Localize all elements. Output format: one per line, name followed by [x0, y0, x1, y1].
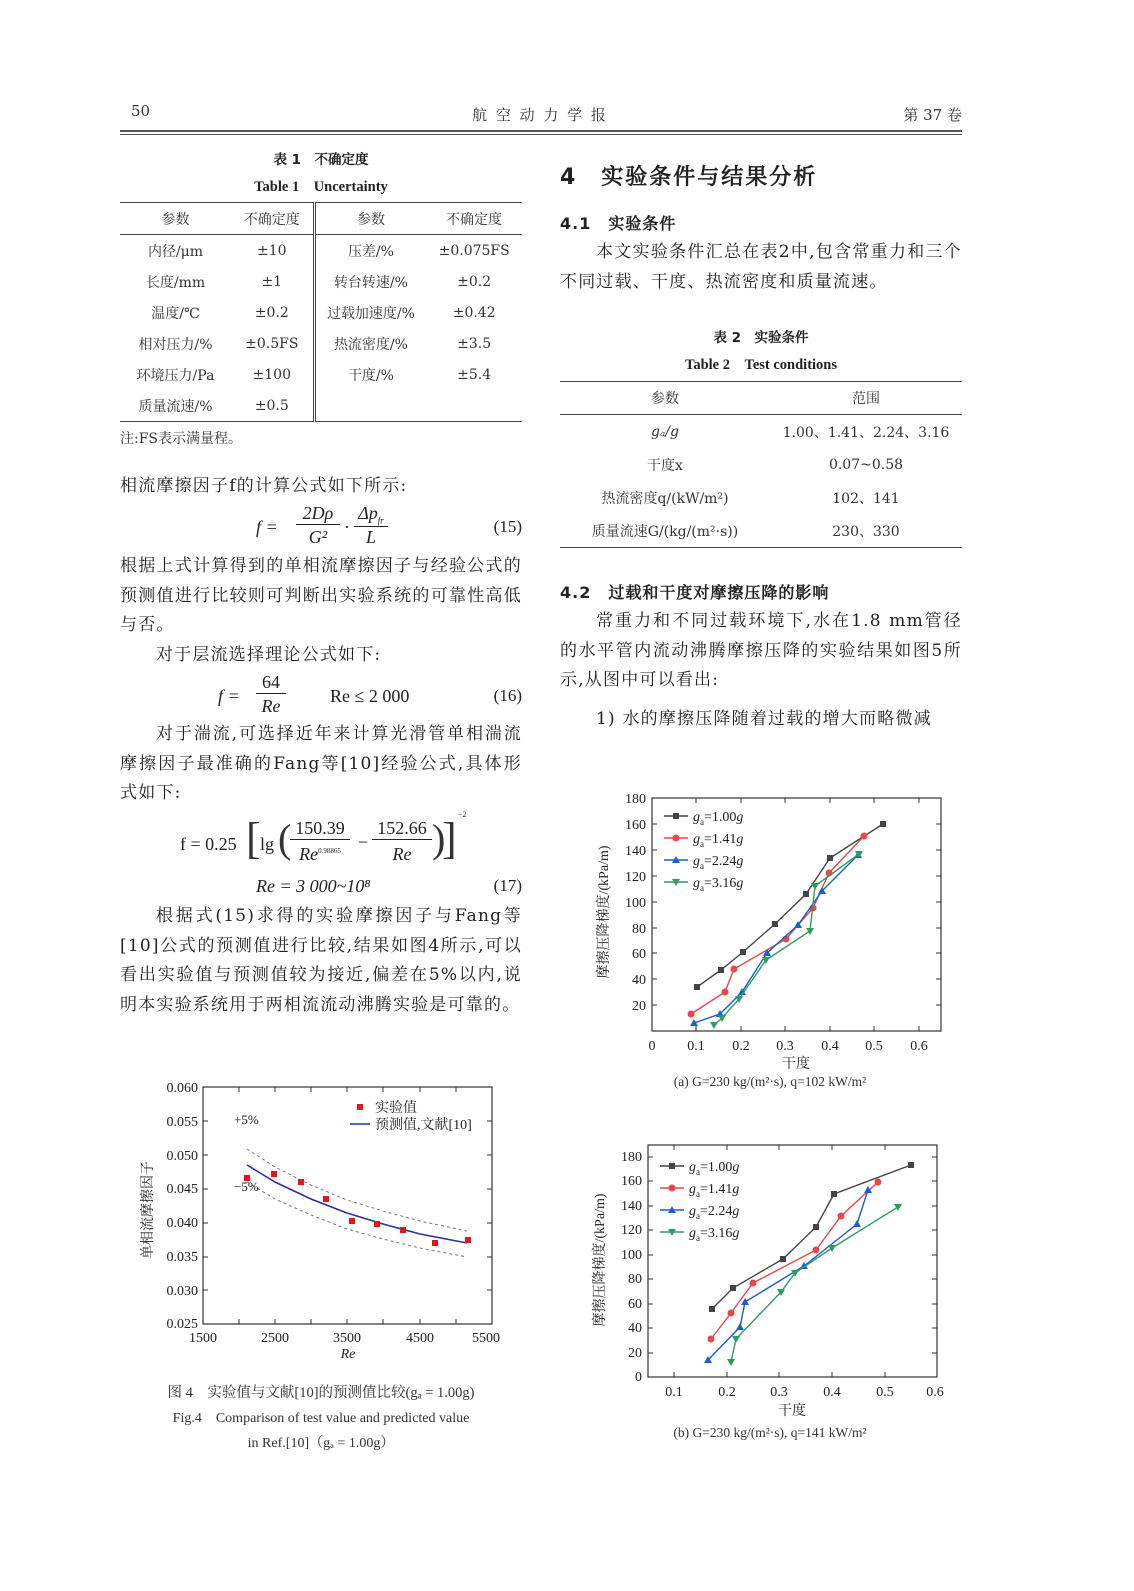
fig4-plus5-annotation: +5% — [234, 1112, 259, 1127]
fig5b-chart — [580, 1130, 950, 1420]
svg-text:0.2: 0.2 — [718, 1385, 736, 1400]
right-para-3: 1) 水的摩擦压降随着过载的增大而略微减 — [596, 709, 932, 729]
svg-text:0.055: 0.055 — [166, 1115, 198, 1130]
eq17-outer-exponent: −2 — [458, 810, 467, 819]
equation-16 — [218, 672, 522, 722]
table1-header-row — [120, 203, 522, 235]
svg-text:3500: 3500 — [333, 1331, 361, 1346]
table1-caption-cn: 表 1 不确定度 — [273, 152, 369, 168]
table-cell: ±0.5FS — [231, 328, 314, 359]
fig5a-x-ticks — [649, 1039, 928, 1054]
fig5b-caption: (b) G=230 kg/(m²·s), q=141 kW/m² — [673, 1425, 867, 1440]
table-row — [120, 359, 522, 390]
table2 — [560, 381, 962, 548]
svg-text:0.4: 0.4 — [823, 1385, 841, 1400]
table2-caption-en: Table 2 Test conditions — [684, 357, 838, 373]
fig5b-frame — [648, 1145, 937, 1377]
left-para-4: 对于湍流,可选择近年来计算光滑管单相湍流摩擦因子最准确的Fang等[10]经验公式,具体形式如下: — [120, 724, 522, 803]
svg-text:ga=3.16g: $g_a=3.16g$ — [689, 1226, 740, 1243]
svg-text:20: 20 — [628, 1346, 642, 1361]
fig5a-caption: (a) G=230 kg/(m²·s), q=102 kW/m² — [673, 1074, 867, 1089]
fig5b-x-label: 干度 — [778, 1404, 806, 1419]
svg-text:120: 120 — [621, 1223, 642, 1238]
eq15-num2-text: Δp — [358, 503, 378, 523]
left-para-1: 相流摩擦因子f的计算公式如下所示: — [120, 476, 408, 496]
table-cell: 质量流速G/(kg/(m²·s)) — [591, 523, 739, 540]
svg-text:ga=2.24g: $g_a=2.24g$ — [689, 1204, 740, 1221]
svg-text:ga=1.00g: $g_a=1.00g$ — [693, 810, 744, 827]
table1-header: 参数 — [356, 211, 385, 228]
svg-text:0.050: 0.050 — [166, 1149, 198, 1164]
table-cell: 压差/% — [347, 243, 394, 260]
table-cell: ±3.5 — [457, 335, 492, 352]
table-cell: 0.07~0.58 — [828, 456, 904, 473]
table-cell: 质量流速/% — [138, 398, 213, 415]
svg-text:1500: 1500 — [189, 1331, 217, 1346]
table1 — [120, 202, 522, 422]
svg-text:0.025: 0.025 — [166, 1317, 198, 1332]
svg-text:0.6: 0.6 — [926, 1385, 944, 1400]
table-row — [120, 235, 522, 267]
fig5b-x-ticks — [665, 1385, 944, 1400]
svg-text:0.045: 0.045 — [166, 1182, 198, 1197]
svg-text:4500: 4500 — [406, 1331, 434, 1346]
table2-header: 参数 — [651, 391, 679, 407]
section-4-2-heading: 4.2 过载和干度对摩擦压降的影响 — [560, 583, 830, 602]
table1-caption-en: Table 1 Uncertainty — [254, 179, 388, 195]
svg-text:140: 140 — [621, 1199, 642, 1214]
eq17-bracket-left: [ — [246, 814, 261, 863]
right-para-1: 本文实验条件汇总在表2中,包含常重力和三个不同过载、干度、热流密度和质量流速。 — [560, 242, 962, 292]
equation-17 — [180, 810, 522, 904]
table2-header-row — [560, 382, 962, 415]
svg-text:180: 180 — [625, 792, 646, 807]
page-number: 50 — [131, 102, 151, 120]
volume-label: 第 37 卷 — [903, 106, 962, 124]
table-cell: ±10 — [231, 235, 314, 267]
table-cell: 转台转速/% — [333, 274, 408, 291]
table-cell: 干度/% — [347, 367, 394, 384]
table-cell: ±0.5 — [231, 390, 314, 422]
eq17-paren-right: ) — [432, 816, 446, 861]
eq15-lhs: f = — [256, 517, 278, 537]
fig4-caption-en-1: Fig.4 Comparison of test value and predicted value — [172, 1411, 470, 1426]
eq17-den2: Re — [392, 844, 412, 864]
eq17-paren-left: ( — [278, 816, 292, 861]
header-rule — [120, 130, 962, 132]
fig4-x-ticks — [189, 1331, 500, 1346]
eq16-lhs: f = — [218, 686, 240, 706]
table-row — [120, 266, 522, 297]
svg-text:0.3: 0.3 — [776, 1039, 794, 1054]
table-row — [560, 481, 962, 514]
table-cell: 热流密度q/(kW/m²) — [601, 490, 729, 507]
fig4-y-ticks — [167, 1081, 199, 1332]
svg-text:100: 100 — [625, 896, 646, 911]
table-cell: 过载加速度/% — [326, 305, 415, 322]
svg-text:160: 160 — [625, 818, 646, 833]
svg-text:0.030: 0.030 — [166, 1284, 198, 1299]
fig4-minus5-annotation: −5% — [234, 1179, 259, 1194]
fig5a-x-label: 干度 — [782, 1057, 810, 1070]
svg-text:0.1: 0.1 — [687, 1039, 705, 1054]
fig4-plus5-line — [247, 1149, 467, 1231]
table2-header: 范围 — [852, 391, 880, 407]
svg-text:0.035: 0.035 — [166, 1250, 198, 1265]
legend-predicted: 预测值,文献[10] — [375, 1118, 472, 1133]
fig5b-legend — [660, 1160, 739, 1243]
journal-title: 航 空 动 力 学 报 — [472, 106, 608, 124]
eq15-sub: fr — [377, 515, 384, 526]
svg-text:ga=1.41g: $g_a=1.41g$ — [693, 832, 744, 849]
table-cell — [426, 390, 522, 422]
fig5b-series-1.00g — [712, 1165, 911, 1309]
svg-text:60: 60 — [628, 1297, 642, 1312]
svg-text:0.6: 0.6 — [910, 1039, 928, 1054]
svg-text:100: 100 — [621, 1248, 642, 1263]
svg-text:2500: 2500 — [261, 1331, 289, 1346]
eq17-exp1: 0.98865 — [318, 847, 341, 855]
eq17-num1: 150.39 — [290, 818, 350, 840]
eq15-den2: L — [365, 527, 376, 547]
fig5a-y-ticks — [625, 792, 646, 1014]
table-cell: 热流密度/% — [333, 336, 408, 353]
section-4-1-heading: 4.1 实验条件 — [560, 214, 677, 233]
table-cell: 干度x — [647, 457, 683, 474]
svg-text:60: 60 — [632, 947, 646, 962]
table-row — [560, 448, 962, 481]
svg-text:0.2: 0.2 — [732, 1039, 750, 1054]
fig5b-y-label: 摩擦压降梯度/(kPa/m) — [593, 1193, 608, 1327]
svg-text:ga=1.41g: $g_a=1.41g$ — [689, 1182, 740, 1199]
table1-block — [120, 148, 522, 448]
table2-block — [560, 326, 962, 548]
table-cell: ±1 — [231, 266, 314, 297]
table-cell: 环境压力/Pa — [136, 367, 215, 384]
right-para-2: 常重力和不同过载环境下,水在1.8 mm管径的水平管内流动沸腾摩擦压降的实验结果如图5所示,从图中可以看出: — [560, 611, 962, 690]
table-cell: 长度/mm — [145, 274, 206, 291]
eq17-lhs: f = 0.25 — [180, 834, 237, 854]
eq16-den: Re — [261, 696, 281, 716]
section-4-heading: 4 实验条件与结果分析 — [560, 165, 818, 190]
left-para-5: 根据式(15)求得的实验摩擦因子与Fang等[10]公式的预测值进行比较,结果如图4所示,可以看出实验值与预测值较为接近,偏差在5%以内,说明本实验系统用于两相流流动沸腾实验是可靠的。 — [120, 906, 522, 1015]
fig5a-series-1.00g — [697, 824, 883, 987]
table-row — [120, 297, 522, 328]
eq16-num: 64 — [256, 672, 286, 694]
table-row — [560, 415, 962, 449]
eq17-range: Re = 3 000~10⁸ — [256, 876, 371, 896]
eq17-minus: − — [358, 832, 369, 852]
table-cell: 相对压力/% — [138, 336, 213, 353]
table1-header: 参数 — [161, 211, 190, 228]
eq15-dot: · — [344, 517, 350, 537]
table-cell: gₐ/g — [651, 423, 679, 440]
eq17-den1 — [290, 844, 350, 865]
svg-text:ga=1.00g: $g_a=1.00g$ — [689, 1160, 740, 1177]
svg-text:0.5: 0.5 — [876, 1385, 894, 1400]
svg-text:120: 120 — [625, 870, 646, 885]
header-rule-thin — [120, 134, 962, 135]
svg-text:0: 0 — [635, 1370, 642, 1385]
table-cell: ±5.4 — [457, 366, 492, 383]
table-row — [560, 514, 962, 548]
svg-text:0.4: 0.4 — [821, 1039, 839, 1054]
svg-text:0.3: 0.3 — [770, 1385, 788, 1400]
svg-text:140: 140 — [625, 844, 646, 859]
table2-caption-cn: 表 2 实验条件 — [713, 330, 809, 346]
fig4-chart — [130, 1060, 510, 1360]
table-cell: 102、141 — [832, 490, 900, 507]
svg-text:5500: 5500 — [472, 1331, 500, 1346]
eq15-number: (15) — [493, 517, 522, 536]
table-row — [120, 390, 522, 422]
legend-marker-experimental — [357, 1104, 363, 1110]
table-cell: ±0.42 — [452, 304, 496, 321]
table-cell: 1.00、1.41、2.24、3.16 — [782, 424, 950, 441]
eq17-num2: 152.66 — [372, 818, 432, 840]
legend-experimental: 实验值 — [375, 1101, 417, 1116]
svg-text:20: 20 — [632, 999, 646, 1014]
fig4-caption-en-2: in Ref.[10]（gₐ = 1.00g） — [247, 1436, 395, 1451]
table-cell: ±100 — [231, 359, 314, 390]
table-cell: 内径/μm — [147, 243, 204, 260]
table-cell: 温度/℃ — [151, 305, 200, 322]
eq16-condition: Re ≤ 2 000 — [330, 686, 410, 706]
svg-text:0.1: 0.1 — [665, 1385, 683, 1400]
fig5a-legend — [664, 810, 743, 893]
eq17-bracket-right: ] — [442, 814, 457, 863]
fig5a-y-label: 摩擦压降梯度/(kPa/m) — [597, 845, 612, 979]
svg-text:0.060: 0.060 — [166, 1081, 198, 1096]
fig5a-chart — [580, 770, 950, 1070]
eq17-den1-text: Re — [299, 844, 319, 864]
table-cell: 230、330 — [832, 523, 900, 540]
table1-header: 不确定度 — [446, 211, 503, 228]
left-para-3: 对于层流选择理论公式如下: — [156, 645, 382, 665]
fig4-caption-cn: 图 4 实验值与文献[10]的预测值比较(gₐ = 1.00g) — [167, 1385, 475, 1401]
svg-text:0: 0 — [648, 1039, 656, 1054]
svg-text:40: 40 — [628, 1321, 642, 1336]
svg-text:160: 160 — [621, 1174, 642, 1189]
eq15-den1: G² — [308, 527, 328, 547]
svg-text:80: 80 — [632, 922, 646, 937]
table-cell — [314, 390, 426, 422]
eq15-num1: 2Dρ — [296, 503, 340, 525]
table1-header: 不确定度 — [231, 203, 314, 235]
equation-15 — [256, 503, 522, 553]
table-cell: ±0.075FS — [438, 242, 510, 259]
svg-text:0.040: 0.040 — [166, 1216, 198, 1231]
table-cell: ±0.2 — [231, 297, 314, 328]
svg-text:180: 180 — [621, 1150, 642, 1165]
svg-text:80: 80 — [628, 1272, 642, 1287]
table1-note: 注:FS表示满量程。 — [120, 431, 243, 447]
fig4-x-label: Re — [340, 1347, 356, 1360]
fig4-experimental-points — [244, 1171, 471, 1246]
svg-text:ga=2.24g: $g_a=2.24g$ — [693, 854, 744, 871]
eq16-number: (16) — [493, 686, 522, 705]
svg-text:ga=3.16g: $g_a=3.16g$ — [693, 876, 744, 893]
svg-text:40: 40 — [632, 973, 646, 988]
left-para-2: 根据上式计算得到的单相流摩擦因子与经验公式的预测值进行比较则可判断出实验系统的可靠性高低与否。 — [120, 556, 522, 635]
fig4-y-label: 单相流摩擦因子 — [141, 1161, 156, 1259]
fig5b-y-ticks — [621, 1150, 642, 1385]
table-row — [120, 328, 522, 359]
eq15-num2 — [354, 503, 388, 527]
eq17-lg: lg — [260, 834, 275, 854]
eq17-number: (17) — [493, 876, 522, 895]
svg-text:0.5: 0.5 — [865, 1039, 883, 1054]
table-cell: ±0.2 — [457, 273, 492, 290]
